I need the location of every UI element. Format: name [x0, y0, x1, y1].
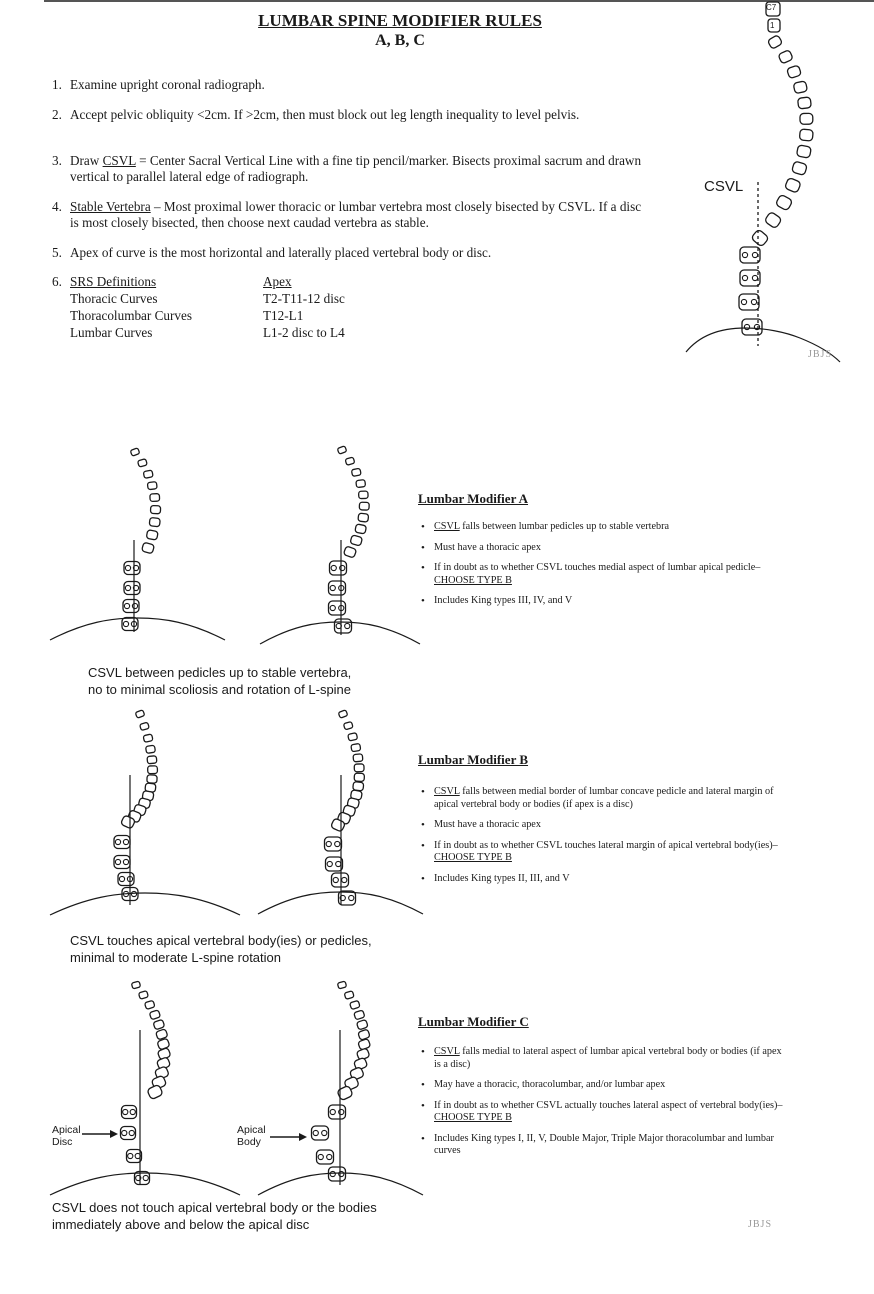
bullet-text: If in doubt as to whether CSVL touches medial aspect of lumbar apical pedicle–	[434, 562, 761, 573]
figure-credit: JBJS	[808, 349, 833, 360]
vertebra	[343, 546, 356, 558]
vertebra	[149, 517, 160, 526]
lumbar-vertebra	[122, 618, 138, 631]
vertebra	[353, 782, 364, 791]
lumbar-vertebra	[127, 1150, 142, 1163]
vertebra	[147, 775, 157, 783]
vertebra	[345, 457, 355, 465]
vertebra	[359, 491, 369, 499]
bullet-text: Must have a thoracic apex	[434, 819, 541, 830]
modifier-c-heading: Lumbar Modifier C	[418, 1014, 529, 1029]
list-item	[418, 595, 788, 608]
rule-number: 2.	[52, 107, 62, 122]
vertebra	[149, 1010, 160, 1020]
lumbar-vertebra	[121, 1127, 136, 1140]
modifier-c-bullets	[418, 1046, 788, 1166]
list-item	[418, 1079, 788, 1092]
list-item	[418, 873, 788, 886]
caption-line: CSVL touches apical vertebral body(ies) or pedicles,	[70, 933, 372, 948]
vertebra	[146, 745, 156, 753]
lumbar-vertebra	[326, 857, 343, 871]
arrow-head	[110, 1130, 118, 1138]
vertebra	[350, 535, 363, 546]
vertebra	[143, 734, 153, 742]
vertebra	[338, 710, 348, 718]
vertebra	[148, 766, 158, 774]
lumbar-vertebra	[317, 1150, 334, 1164]
lumbar-vertebra	[330, 561, 347, 575]
list-item	[418, 562, 788, 587]
vertebra	[355, 524, 367, 534]
vertebra	[343, 721, 353, 729]
footer-credit: JBJS	[748, 1219, 773, 1230]
vertebra	[150, 494, 160, 502]
modifier-c-caption	[52, 1199, 377, 1233]
arrow-head	[299, 1133, 307, 1141]
c7-label: C7	[766, 3, 777, 12]
vertebra	[348, 733, 358, 741]
page-title: LUMBAR SPINE MODIFIER RULES	[258, 11, 542, 30]
list-item	[418, 1100, 788, 1125]
rule-number: 3.	[52, 153, 62, 168]
choose-type-b: CHOOSE TYPE B	[434, 1112, 512, 1123]
vertebra	[130, 448, 140, 456]
vertebra	[358, 1029, 370, 1040]
label-line: Body	[237, 1136, 261, 1148]
modifier-a-bullets	[418, 521, 788, 616]
vertebra	[351, 743, 361, 751]
srs-apex-3: L1-2 disc to L4	[263, 325, 345, 340]
rule-body: – Most proximal lower thoracic or lumbar vertebra most closely bisected by CSVL. If a disc is most closely bisected, then choose next caudad vertebra as stable.	[70, 199, 642, 230]
lumbar-vertebra	[114, 856, 130, 869]
vertebra	[137, 459, 147, 467]
srs-apex-2: T12-L1	[263, 308, 304, 323]
vertebra	[144, 1000, 155, 1009]
vertebra	[337, 446, 347, 454]
lumbar-vertebra	[124, 582, 140, 595]
rule-number: 4.	[52, 199, 62, 214]
lumbar-vertebra	[329, 601, 346, 615]
bullet-text: falls between lumbar pedicles up to stable vertebra	[459, 521, 670, 532]
modifier-b-bullets	[418, 786, 788, 893]
lumbar-vertebra	[332, 873, 349, 887]
rule-body: = Center Sacral Vertical Line with a fine tip pencil/marker. Bisects proximal sacrum and drawn vertical to parallel lateral edge of radiograph.	[70, 153, 642, 184]
vertebra	[356, 480, 366, 488]
lumbar-vertebra	[124, 562, 140, 575]
lumbar-vertebra	[329, 1105, 346, 1119]
vertebra	[147, 482, 157, 490]
label-line: Disc	[52, 1136, 73, 1148]
lumbar-vertebra	[329, 1167, 346, 1181]
vertebra	[153, 1019, 165, 1030]
vertebra	[150, 506, 160, 514]
rule-text: Examine upright coronal radiograph.	[70, 77, 265, 92]
label-line: Apical	[237, 1124, 266, 1136]
caption-line: minimal to moderate L-spine rotation	[70, 950, 281, 965]
bullet-text: If in doubt as to whether CSVL touches lateral margin of apical vertebral body(ies)–	[434, 839, 778, 851]
vertebra	[350, 1000, 361, 1009]
vertebra	[358, 513, 369, 522]
list-item	[418, 819, 788, 832]
lumbar-vertebra	[312, 1126, 329, 1140]
bullet-text: If in doubt as to whether CSVL actually touches lateral aspect of vertebral body(ies)–	[434, 1099, 783, 1111]
csvl-term: CSVL	[434, 786, 460, 797]
rule-text: Accept pelvic obliquity <2cm. If >2cm, then must block out leg length inequality to level pelvis.	[70, 107, 580, 122]
srs-curve-1: Thoracic Curves	[70, 291, 158, 306]
bullet-text: Includes King types II, III, and V	[434, 872, 570, 884]
vertebra	[356, 1019, 368, 1030]
vertebra	[337, 981, 346, 989]
vertebra	[146, 530, 158, 540]
stable-vertebra-term: Stable Vertebra	[70, 199, 151, 214]
vertebra	[135, 710, 145, 718]
csvl-term: CSVL	[434, 521, 460, 532]
list-item	[418, 840, 788, 865]
csvl-term: CSVL	[434, 1046, 460, 1057]
page-subtitle: A, B, C	[375, 32, 425, 49]
modifier-b-heading: Lumbar Modifier B	[418, 752, 529, 767]
vertebra	[142, 542, 155, 554]
choose-type-b: CHOOSE TYPE B	[434, 574, 512, 586]
list-item	[418, 542, 788, 555]
lumbar-vertebra	[329, 581, 346, 595]
srs-number: 6.	[52, 274, 62, 289]
bullet-text: Includes King types I, II, V, Double Major, Triple Major thoracolumbar and lumbar curves	[434, 1132, 774, 1156]
apical-disc-label	[52, 1124, 81, 1148]
srs-header-right: Apex	[263, 274, 292, 289]
lumbar-vertebra	[325, 837, 342, 851]
apical-body-label	[237, 1124, 266, 1148]
vertebra	[131, 981, 140, 989]
list-item	[418, 1046, 788, 1071]
srs-header-left: SRS Definitions	[70, 274, 157, 289]
caption-line: immediately above and below the apical disc	[52, 1217, 310, 1232]
vertebra	[147, 756, 157, 764]
bullet-text: falls medial to lateral aspect of lumbar apical vertebral body or bodies (if apex is a disc)	[434, 1046, 782, 1070]
bullet-text: May have a thoracic, thoracolumbar, and/or lumbar apex	[434, 1079, 666, 1090]
vertebra	[354, 773, 364, 781]
bullet-text: Includes King types III, IV, and V	[434, 595, 573, 606]
modifier-a-heading: Lumbar Modifier A	[418, 491, 529, 506]
vertebra	[354, 1010, 365, 1020]
vertebra	[143, 470, 153, 478]
lumbar-vertebra	[114, 836, 130, 849]
vertebra	[344, 991, 354, 1000]
label-line: Apical	[52, 1124, 81, 1136]
rule-text: Apex of curve is the most horizontal and laterally placed vertebral body or disc.	[70, 245, 492, 260]
list-item	[418, 1133, 788, 1158]
vertebra	[354, 764, 364, 772]
modifier-a-caption	[88, 664, 351, 698]
lumbar-vertebra	[118, 873, 134, 886]
vertebra	[138, 991, 148, 1000]
rule-number: 1.	[52, 77, 62, 92]
rule-number: 5.	[52, 245, 62, 260]
vertebra-1-label: 1	[770, 21, 775, 30]
rule-prefix: Draw	[70, 153, 103, 168]
vertebra	[140, 722, 150, 730]
vertebra	[359, 502, 369, 510]
lumbar-vertebra	[123, 600, 139, 613]
list-item	[418, 786, 788, 811]
csvl-term: CSVL	[102, 153, 136, 168]
caption-line: no to minimal scoliosis and rotation of L-spine	[88, 682, 352, 697]
lumbar-vertebra	[122, 1106, 137, 1119]
srs-apex-1: T2-T11-12 disc	[263, 291, 345, 306]
pelvis-outline	[50, 893, 240, 915]
lumbar-vertebra	[335, 619, 352, 633]
list-item	[418, 521, 788, 534]
choose-type-b: CHOOSE TYPE B	[434, 852, 512, 863]
caption-line: CSVL between pedicles up to stable vertebra,	[88, 665, 352, 680]
csvl-label: CSVL	[704, 178, 744, 195]
bullet-text: falls between medial border of lumbar concave pedicle and lateral margin of apical vertebral body or bodies (if apex is a disc)	[434, 786, 774, 810]
modifier-b-caption	[70, 932, 372, 966]
srs-curve-3: Lumbar Curves	[70, 325, 153, 340]
vertebra	[353, 754, 363, 762]
bullet-text: Must have a thoracic apex	[434, 541, 541, 553]
caption-line: CSVL does not touch apical vertebral body or the bodies	[52, 1200, 377, 1215]
srs-curve-2: Thoracolumbar Curves	[70, 308, 192, 323]
vertebra	[351, 468, 361, 476]
